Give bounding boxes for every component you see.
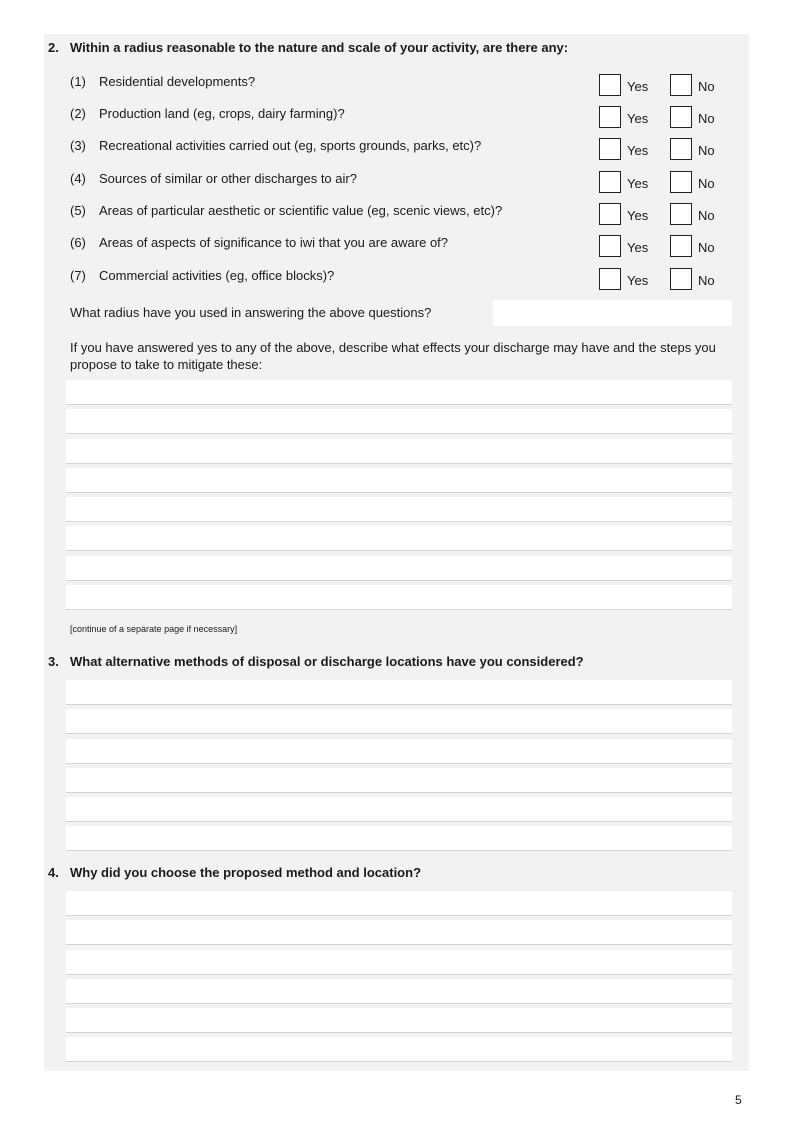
no-checkbox[interactable]	[670, 235, 692, 257]
continue-note: [continue of a separate page if necessary]	[70, 624, 238, 634]
no-label: No	[698, 79, 715, 94]
effects-answer-line[interactable]	[66, 409, 732, 434]
question-4-heading	[48, 865, 421, 880]
yes-checkbox[interactable]	[599, 268, 621, 290]
yes-label: Yes	[627, 111, 649, 126]
item-number: (3)	[70, 138, 86, 153]
yes-label: Yes	[627, 79, 649, 94]
effects-answer-area	[66, 380, 732, 614]
yes-checkbox[interactable]	[599, 138, 621, 160]
question-2-item	[70, 171, 730, 197]
page-number: 5	[735, 1093, 742, 1107]
effects-answer-line[interactable]	[66, 439, 732, 464]
question-2-item	[70, 203, 730, 229]
item-number: (4)	[70, 171, 86, 186]
yes-checkbox[interactable]	[599, 74, 621, 96]
no-checkbox[interactable]	[670, 203, 692, 225]
question-3-answer-line[interactable]	[66, 768, 732, 793]
no-label: No	[698, 240, 715, 255]
no-checkbox[interactable]	[670, 74, 692, 96]
item-number: (6)	[70, 235, 86, 250]
no-checkbox[interactable]	[670, 138, 692, 160]
question-2-item	[70, 74, 730, 100]
no-label: No	[698, 111, 715, 126]
item-text: Residential developments?	[99, 74, 256, 89]
question-4-answer-line[interactable]	[66, 920, 732, 945]
radius-question: What radius have you used in answering the above questions?	[70, 305, 432, 320]
no-label: No	[698, 208, 715, 223]
question-4-answer-line[interactable]	[66, 1008, 732, 1033]
yes-checkbox[interactable]	[599, 203, 621, 225]
no-label: No	[698, 273, 715, 288]
effects-answer-line[interactable]	[66, 380, 732, 405]
item-text: Commercial activities (eg, office blocks)?	[99, 268, 335, 283]
question-2-item	[70, 235, 730, 261]
question-4-answer-line[interactable]	[66, 979, 732, 1004]
item-number: (2)	[70, 106, 86, 121]
yes-checkbox[interactable]	[599, 171, 621, 193]
question-3-text: What alternative methods of disposal or discharge locations have you considered?	[70, 654, 584, 669]
question-3-heading	[48, 654, 584, 669]
question-3-number: 3.	[48, 654, 59, 669]
yes-label: Yes	[627, 208, 649, 223]
effects-answer-line[interactable]	[66, 468, 732, 493]
question-2-item	[70, 138, 730, 164]
item-number: (1)	[70, 74, 86, 89]
question-2-heading	[48, 40, 568, 55]
question-2-item	[70, 106, 730, 132]
effects-prompt: If you have answered yes to any of the above, describe what effects your discharge may have and the steps you propose to take to mitigate these:	[70, 340, 716, 372]
no-checkbox[interactable]	[670, 268, 692, 290]
question-4-answer-line[interactable]	[66, 950, 732, 975]
question-3-answer-line[interactable]	[66, 709, 732, 734]
yes-label: Yes	[627, 273, 649, 288]
question-2-item	[70, 268, 730, 294]
question-2-number: 2.	[48, 40, 59, 55]
question-4-answer-line[interactable]	[66, 891, 732, 916]
item-text: Areas of particular aesthetic or scientific value (eg, scenic views, etc)?	[99, 203, 503, 218]
effects-answer-line[interactable]	[66, 556, 732, 581]
question-3-answer-area	[66, 680, 732, 856]
yes-checkbox[interactable]	[599, 235, 621, 257]
question-4-number: 4.	[48, 865, 59, 880]
question-3-answer-line[interactable]	[66, 797, 732, 822]
effects-answer-line[interactable]	[66, 497, 732, 522]
yes-checkbox[interactable]	[599, 106, 621, 128]
question-4-text: Why did you choose the proposed method and location?	[70, 865, 422, 880]
item-text: Production land (eg, crops, dairy farming)?	[99, 106, 345, 121]
effects-answer-line[interactable]	[66, 526, 732, 551]
no-label: No	[698, 176, 715, 191]
question-3-answer-line[interactable]	[66, 826, 732, 851]
yes-label: Yes	[627, 176, 649, 191]
radius-input[interactable]	[493, 300, 732, 326]
question-3-answer-line[interactable]	[66, 739, 732, 764]
no-checkbox[interactable]	[670, 171, 692, 193]
effects-answer-line[interactable]	[66, 585, 732, 610]
question-3-answer-line[interactable]	[66, 680, 732, 705]
item-text: Sources of similar or other discharges to air?	[99, 171, 357, 186]
item-number: (5)	[70, 203, 86, 218]
no-label: No	[698, 143, 715, 158]
yes-label: Yes	[627, 143, 649, 158]
item-text: Recreational activities carried out (eg, sports grounds, parks, etc)?	[99, 138, 482, 153]
item-number: (7)	[70, 268, 86, 283]
item-text: Areas of aspects of significance to iwi that you are aware of?	[99, 235, 449, 250]
question-2-text: Within a radius reasonable to the nature and scale of your activity, are there any:	[70, 40, 569, 55]
yes-label: Yes	[627, 240, 649, 255]
question-4-answer-area	[66, 891, 732, 1067]
question-4-answer-line[interactable]	[66, 1037, 732, 1062]
no-checkbox[interactable]	[670, 106, 692, 128]
